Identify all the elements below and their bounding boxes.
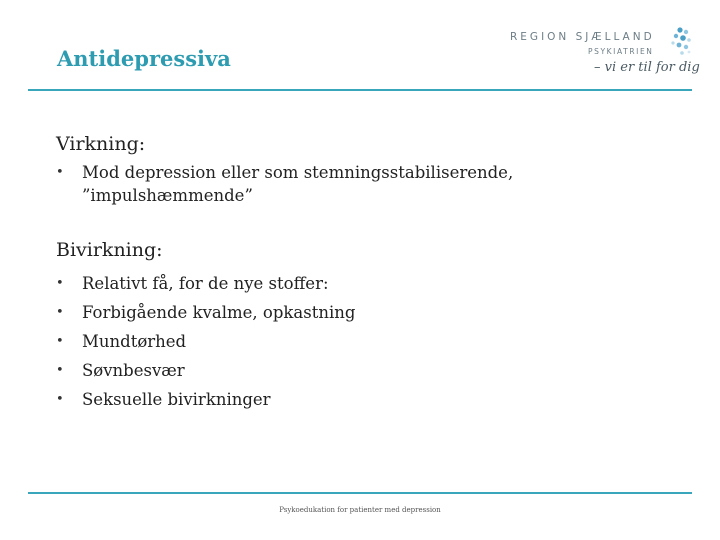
bullet-icon: •: [56, 392, 64, 407]
bullet-icon: •: [56, 363, 64, 378]
logo-region-text: REGION SJÆLLAND: [510, 31, 655, 43]
bullet-icon: •: [56, 305, 64, 320]
bivirkning-list: [56, 269, 355, 414]
list-item-text: Seksuelle bivirkninger: [82, 390, 271, 409]
section-heading-bivirkning: Bivirkning:: [56, 239, 163, 261]
bullet-icon: •: [56, 334, 64, 349]
slide-title: Antidepressiva: [57, 46, 231, 71]
logo-psykiatrien-text: PSYKIATRIEN: [588, 47, 654, 56]
list-item: [56, 385, 355, 414]
region-sjaelland-logo: [508, 26, 700, 90]
list-item: [56, 298, 355, 327]
list-item: [56, 356, 355, 385]
list-item: [56, 269, 355, 298]
footer-divider: [28, 492, 692, 494]
list-item-text: Mundtørhed: [82, 332, 187, 351]
list-item-text: Forbigående kvalme, opkastning: [82, 303, 356, 322]
list-item-text: Mod depression eller som stemningsstabiliserende, ”impulshæmmende”: [82, 163, 514, 205]
list-item-text: Relativt få, for de nye stoffer:: [82, 274, 329, 293]
list-item: [56, 327, 355, 356]
list-item: [56, 161, 542, 207]
logo-dots-icon: [658, 26, 694, 62]
section-heading-virkning: Virkning:: [56, 133, 146, 155]
slide-footer: Psykoedukation for patienter med depression: [279, 506, 441, 514]
bullet-icon: •: [56, 276, 64, 291]
bullet-icon: •: [56, 165, 64, 180]
list-item-text: Søvnbesvær: [82, 361, 185, 380]
virkning-list: [56, 161, 542, 207]
logo-tagline: – vi er til for dig: [594, 60, 700, 75]
header-divider: [28, 89, 692, 91]
